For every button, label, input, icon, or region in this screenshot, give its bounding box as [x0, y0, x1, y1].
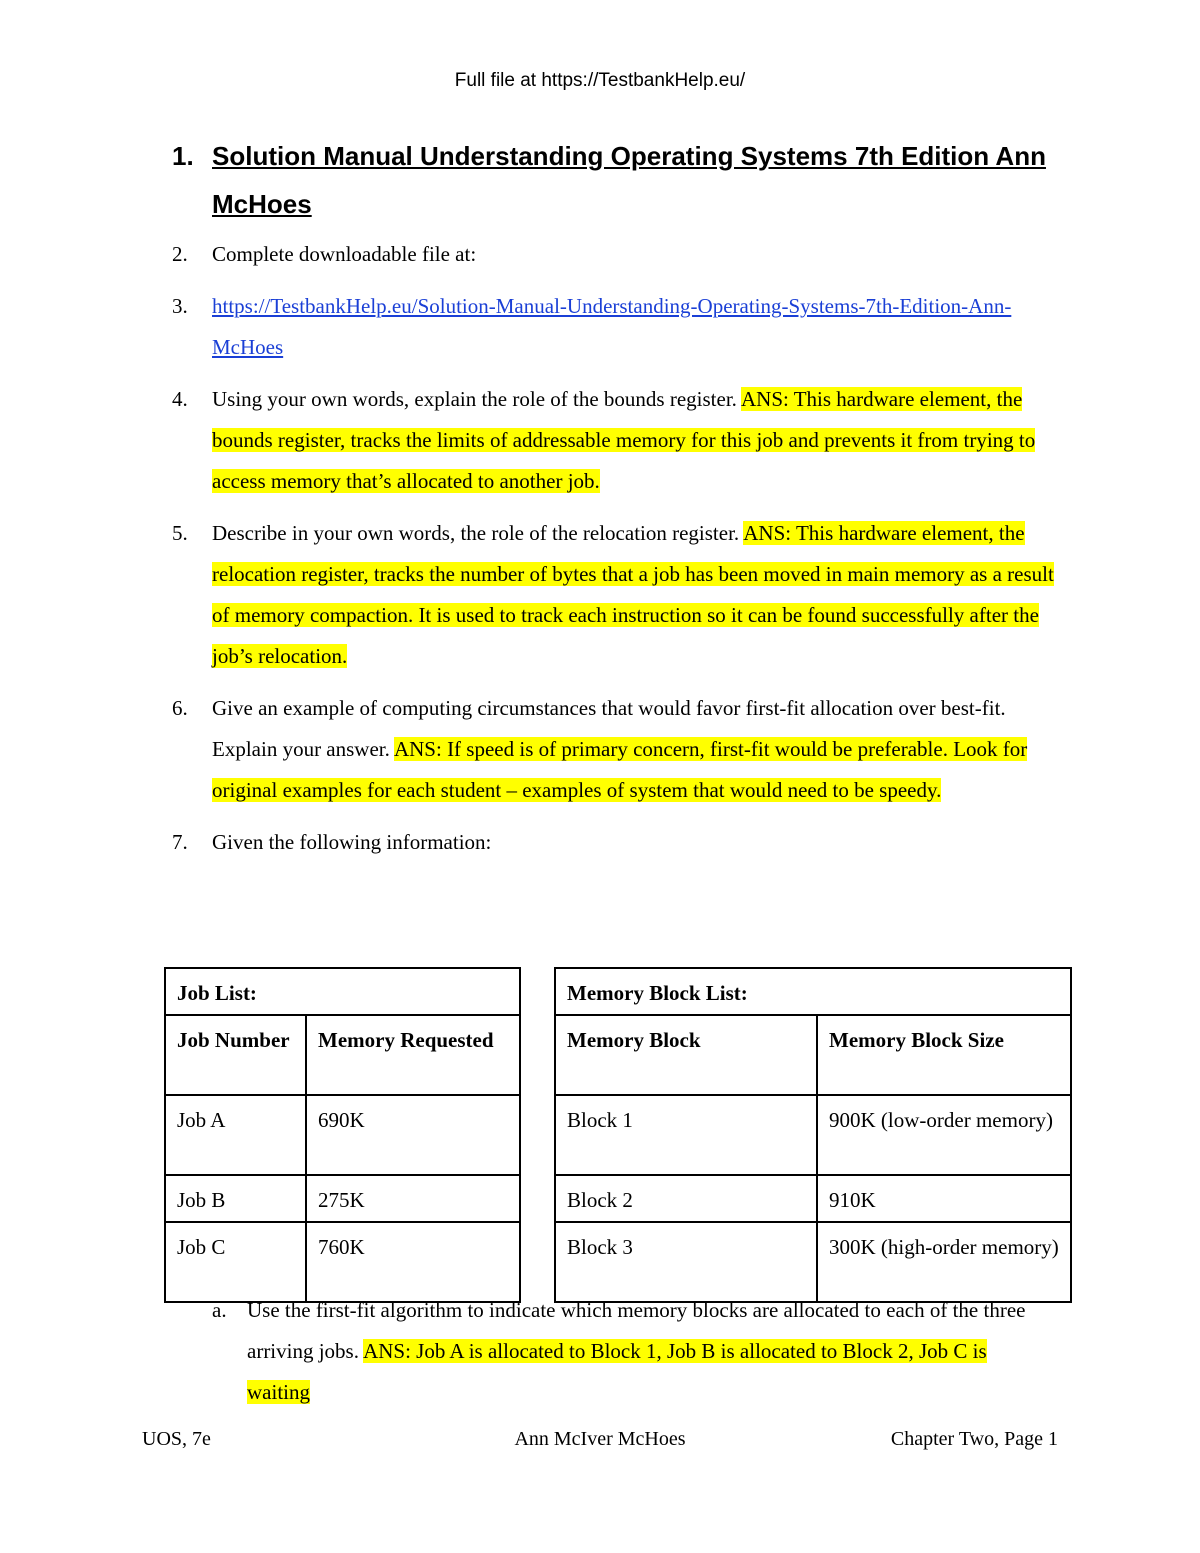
list-item: [172, 822, 1062, 863]
list-item: [172, 513, 1062, 677]
table-cell: Block 1: [555, 1095, 817, 1175]
table-cell: 690K: [306, 1095, 520, 1175]
column-header: Memory Requested: [306, 1015, 520, 1095]
numbered-list: [172, 132, 1062, 874]
job-list-table: [164, 967, 521, 1303]
document-title: Solution Manual Understanding Operating Systems 7th Edition Ann McHoes: [212, 141, 1046, 219]
table-caption: Job List:: [165, 968, 520, 1015]
list-item: [172, 234, 1062, 275]
table-cell: 900K (low-order memory): [817, 1095, 1071, 1175]
item-text: Complete downloadable file at:: [212, 242, 477, 266]
list-item: [172, 379, 1062, 502]
column-header: Job Number: [165, 1015, 306, 1095]
table-cell: Block 2: [555, 1175, 817, 1222]
answer-highlight: ANS: This hardware element, the bounds register, tracks the limits of addressable memory for this job and prevents it from trying to access memory that’s allocated to another job.: [212, 387, 1036, 493]
table-header-row: [555, 1015, 1071, 1095]
column-header: Memory Block: [555, 1015, 817, 1095]
item-number: 5.: [172, 521, 188, 545]
sub-item-letter: a.: [212, 1298, 227, 1322]
sub-list: [212, 1290, 1052, 1413]
table-caption-row: [165, 968, 520, 1015]
table-cell: Block 3: [555, 1222, 817, 1302]
table-row: [555, 1175, 1071, 1222]
table-cell: Job B: [165, 1175, 306, 1222]
page-footer: [142, 1428, 1058, 1458]
question-text: Given the following information:: [212, 830, 492, 854]
question-text: Give an example of computing circumstances that would favor first-fit allocation over best-fit. Explain your answer.: [212, 696, 1006, 761]
item-number: 4.: [172, 387, 188, 411]
list-item: [172, 286, 1062, 368]
answer-highlight: ANS: If speed is of primary concern, first-fit would be preferable. Look for original examples for each student – examples of system that would need to be speedy.: [212, 737, 1028, 802]
list-item: [172, 688, 1062, 811]
memory-block-list-table: [554, 967, 1072, 1303]
table-cell: Job C: [165, 1222, 306, 1302]
table-row: [165, 1095, 520, 1175]
header-note: Full file at https://TestbankHelp.eu/: [454, 70, 746, 91]
table-cell: 760K: [306, 1222, 520, 1302]
item-number: 7.: [172, 830, 188, 854]
column-header: Memory Block Size: [817, 1015, 1071, 1095]
table-header-row: [165, 1015, 520, 1095]
footer-page: Chapter Two, Page 1: [890, 1428, 1058, 1450]
item-number: 1.: [172, 141, 194, 171]
question-text: Use the first-fit algorithm to indicate which memory blocks are allocated to each of the three arriving jobs.: [247, 1298, 1026, 1363]
table-row: [165, 1175, 520, 1222]
item-number: 2.: [172, 242, 188, 266]
footer-book: UOS, 7e: [142, 1428, 211, 1450]
item-number: 6.: [172, 696, 188, 720]
table-cell: 275K: [306, 1175, 520, 1222]
download-link[interactable]: https://TestbankHelp.eu/Solution-Manual-Understanding-Operating-Systems-7th-Edition-Ann-McHoes: [212, 294, 1012, 359]
table-row: [555, 1095, 1071, 1175]
table-cell: 300K (high-order memory): [817, 1222, 1071, 1302]
item-number: 3.: [172, 294, 188, 318]
question-text: Using your own words, explain the role of the bounds register.: [212, 387, 741, 411]
table-caption-row: [555, 968, 1071, 1015]
table-cell: 910K: [817, 1175, 1071, 1222]
answer-highlight: ANS: Job A is allocated to Block 1, Job B is allocated to Block 2, Job C is waiting: [247, 1339, 987, 1404]
table-caption: Memory Block List:: [555, 968, 1071, 1015]
table-cell: Job A: [165, 1095, 306, 1175]
tables-area: [164, 967, 1070, 1290]
answer-highlight: ANS: This hardware element, the relocation register, tracks the number of bytes that a job has been moved in main memory as a result of memory compaction. It is used to track each instruction so it can be found successfully after the job’s relocation.: [212, 521, 1054, 668]
question-text: Describe in your own words, the role of the relocation register.: [212, 521, 744, 545]
sub-list-item: [212, 1290, 1052, 1413]
footer-author: Ann McIver McHoes: [514, 1428, 686, 1450]
list-item-title: [172, 132, 1062, 228]
